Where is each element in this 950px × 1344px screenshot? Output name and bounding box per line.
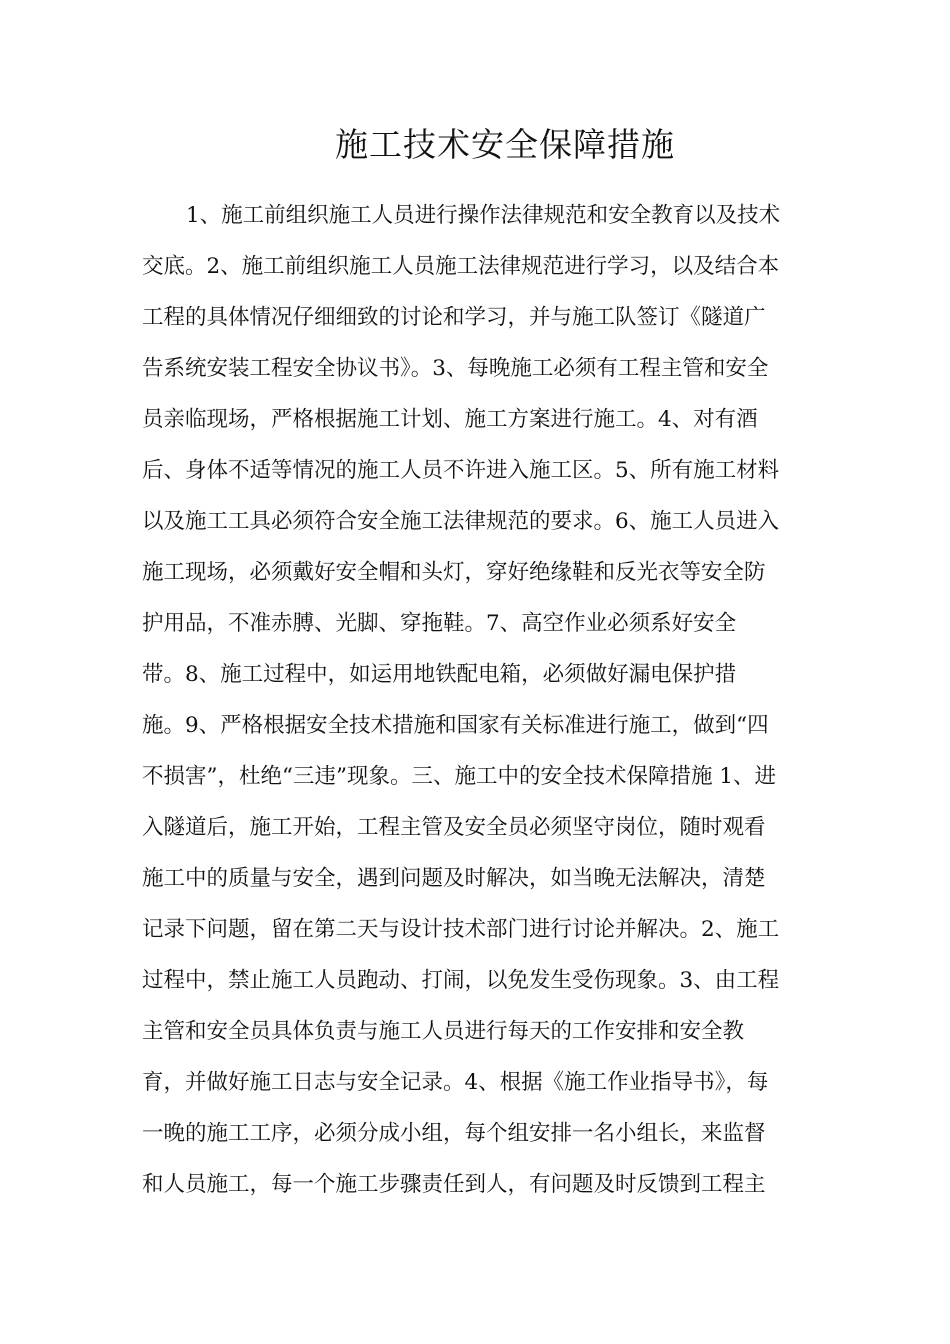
paragraph-line: 以及施工工具必须符合安全施工法律规范的要求。6、施工人员进入	[142, 509, 780, 534]
paragraph-line: 交底。2、施工前组织施工人员施工法律规范进行学习，以及结合本	[142, 254, 780, 279]
paragraph-line: 护用品，不准赤膊、光脚、穿拖鞋。7、高空作业必须系好安全	[142, 611, 737, 636]
paragraph-line: 入隧道后，施工开始，工程主管及安全员必须坚守岗位，随时观看	[142, 815, 766, 840]
paragraph-line: 工程的具体情况仔细细致的讨论和学习，并与施工队签订《隧道广	[142, 305, 766, 330]
paragraph-line: 育，并做好施工日志与安全记录。4、根据《施工作业指导书》，每	[142, 1070, 769, 1095]
paragraph-line: 不损害”，杜绝“三违”现象。三、施工中的安全技术保障措施 1、进	[142, 764, 776, 789]
paragraph-line: 施。9、严格根据安全技术措施和国家有关标准进行施工，做到“四	[142, 713, 769, 738]
paragraph-line: 和人员施工，每一个施工步骤责任到人，有问题及时反馈到工程主	[142, 1172, 766, 1197]
paragraph-line: 一晚的施工工序，必须分成小组，每个组安排一名小组长，来监督	[142, 1121, 766, 1146]
paragraph-line: 带。8、施工过程中，如运用地铁配电箱，必须做好漏电保护措	[142, 662, 737, 687]
paragraph-line: 告系统安装工程安全协议书》。3、每晚施工必须有工程主管和安全	[142, 356, 769, 381]
paragraph-line: 过程中，禁止施工人员跑动、打闹，以免发生受伤现象。3、由工程	[142, 968, 780, 993]
paragraph-line: 施工中的质量与安全，遇到问题及时解决，如当晚无法解决，清楚	[142, 866, 766, 891]
document-body	[142, 190, 812, 1210]
paragraph-line: 后、身体不适等情况的施工人员不许进入施工区。5、所有施工材料	[142, 458, 780, 483]
paragraph-line: 主管和安全员具体负责与施工人员进行每天的工作安排和安全教	[142, 1019, 745, 1044]
paragraph-line: 员亲临现场，严格根据施工计划、施工方案进行施工。4、对有酒	[142, 407, 758, 432]
paragraph-line: 施工现场，必须戴好安全帽和头灯，穿好绝缘鞋和反光衣等安全防	[142, 560, 766, 585]
document-title: 施工技术安全保障措施	[335, 125, 675, 164]
paragraph-line: 1、施工前组织施工人员进行操作法律规范和安全教育以及技术	[186, 203, 781, 228]
paragraph-line: 记录下问题，留在第二天与设计技术部门进行讨论并解决。2、施工	[142, 917, 780, 942]
